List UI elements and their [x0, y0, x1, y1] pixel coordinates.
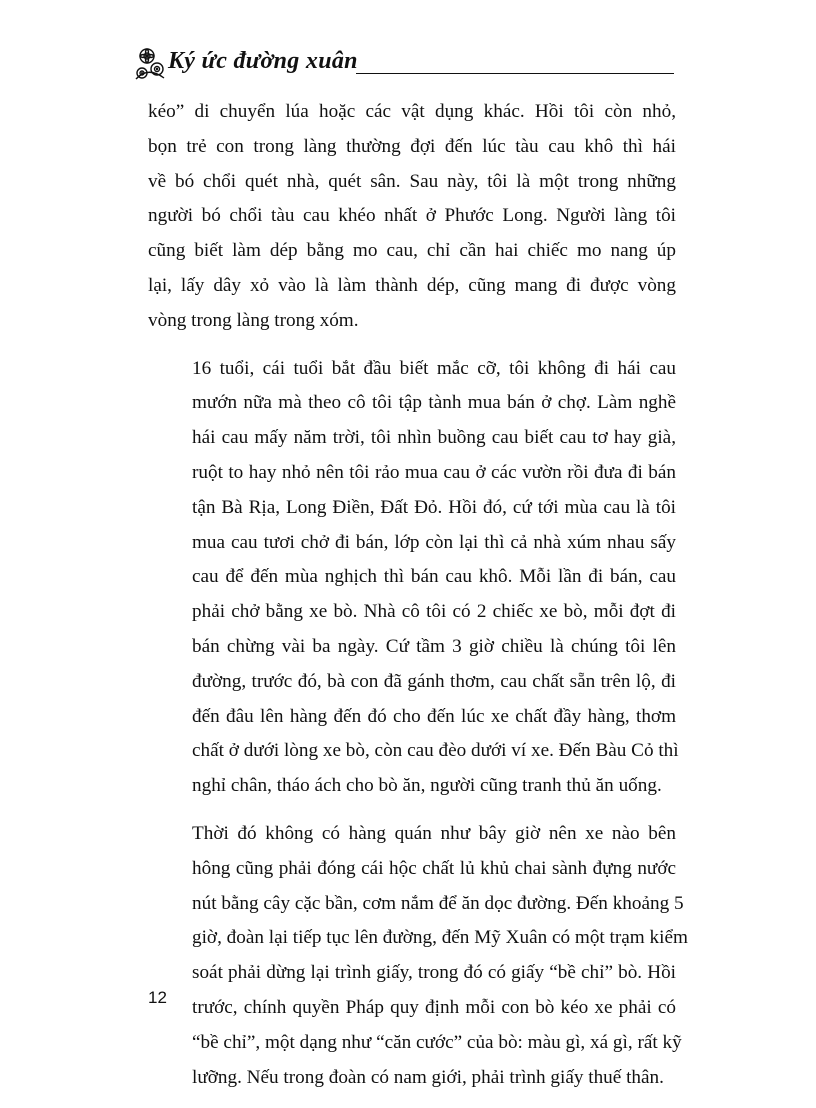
text-line: đến đâu lên hàng đến đó cho đến lúc xe chất đầy hàng, thơm — [192, 705, 676, 727]
text-line: lại, lấy dây xỏ vào là làm thành dép, cũng mang đi được vòng — [148, 274, 676, 296]
text-line: soát phải dừng lại trình giấy, trong đó có giấy “bề chỉ” bò. Hồi — [192, 962, 676, 984]
text-line: chất ở dưới lòng xe bò, còn cau đèo dưới ví xe. Đến Bàu Cỏ thì — [192, 740, 679, 762]
text-line: ruột to hay nhỏ nên tôi rảo mua cau ở các vườn rồi đưa đi bán — [192, 461, 676, 483]
paragraph — [148, 817, 688, 1095]
text-line: nghỉ chân, tháo ách cho bò ăn, người cũng tranh thủ ăn uống. — [192, 775, 662, 797]
text-line: cũng biết làm dép bằng mo cau, chỉ cần hai chiếc mo nang úp — [148, 240, 676, 262]
text-line: phải chở bằng xe bò. Nhà cô tôi có 2 chiếc xe bò, mỗi đợt đi — [192, 601, 676, 623]
text-line: cau để đến mùa nghịch thì bán cau khô. Mỗi lần đi bán, cau — [192, 566, 676, 588]
text-line: vòng trong làng trong xóm. — [148, 309, 359, 331]
text-line: đường, trước đó, bà con đã gánh thơm, cau chất sẵn trên lộ, đi — [192, 670, 676, 692]
text-line: kéo” di chuyển lúa hoặc các vật dụng khác. Hồi tôi còn nhỏ, — [148, 101, 676, 122]
text-line: hái cau mấy năm trời, tôi nhìn buồng cau biết cau tơ hay già, — [192, 427, 676, 449]
text-line: bọn trẻ con trong làng thường đợi đến lúc tàu cau khô thì hái — [148, 135, 676, 157]
text-line: Thời đó không có hàng quán như bây giờ nên xe nào bên — [192, 822, 676, 844]
text-line: mướn nữa mà theo cô tôi tập tành mua bán ở chợ. Làm nghề — [192, 392, 676, 414]
paragraph — [148, 95, 676, 339]
text-line: nút bằng cây cặc bần, cơm nắm để ăn dọc đường. Đến khoảng 5 — [192, 892, 684, 914]
text-line: tận Bà Rịa, Long Điền, Đất Đỏ. Hồi đó, cứ tới mùa cau là tôi — [192, 496, 676, 518]
text-line: 16 tuổi, cái tuổi bắt đầu biết mắc cỡ, tôi không đi hái cau — [192, 357, 676, 379]
text-line: hông cũng phải đóng cái hộc chất lủ khủ chai sành đựng nước — [192, 857, 676, 879]
text-line: giờ, đoàn lại tiếp tục lên đường, đến Mỹ Xuân có một trạm kiểm — [192, 927, 688, 949]
text-line: trước, chính quyền Pháp quy định mỗi con bò kéo xe phải có — [192, 996, 676, 1018]
running-header — [134, 42, 674, 86]
text-line: người bó chổi tàu cau khéo nhất ở Phước Long. Người làng tôi — [148, 205, 676, 227]
body-text — [148, 95, 688, 1108]
header-rule — [356, 73, 674, 74]
flower-ornament-icon — [134, 46, 170, 82]
text-line: bán chừng vài ba ngày. Cứ tầm 3 giờ chiều là chúng tôi lên — [192, 635, 676, 657]
running-header-title: Ký ức đường xuân — [168, 48, 358, 74]
paragraph — [148, 352, 679, 804]
text-line: lưỡng. Nếu trong đoàn có nam giới, phải trình giấy thuế thân. — [192, 1066, 664, 1088]
text-line: mua cau tươi chở đi bán, lớp còn lại thì cả nhà xúm nhau sấy — [192, 531, 676, 553]
text-line: về bó chổi quét nhà, quét sân. Sau này, tôi là một trong những — [148, 170, 676, 192]
page-number: 12 — [148, 988, 167, 1007]
text-line: “bề chỉ”, một dạng như “căn cước” của bò: màu gì, xá gì, rất kỹ — [192, 1031, 682, 1053]
